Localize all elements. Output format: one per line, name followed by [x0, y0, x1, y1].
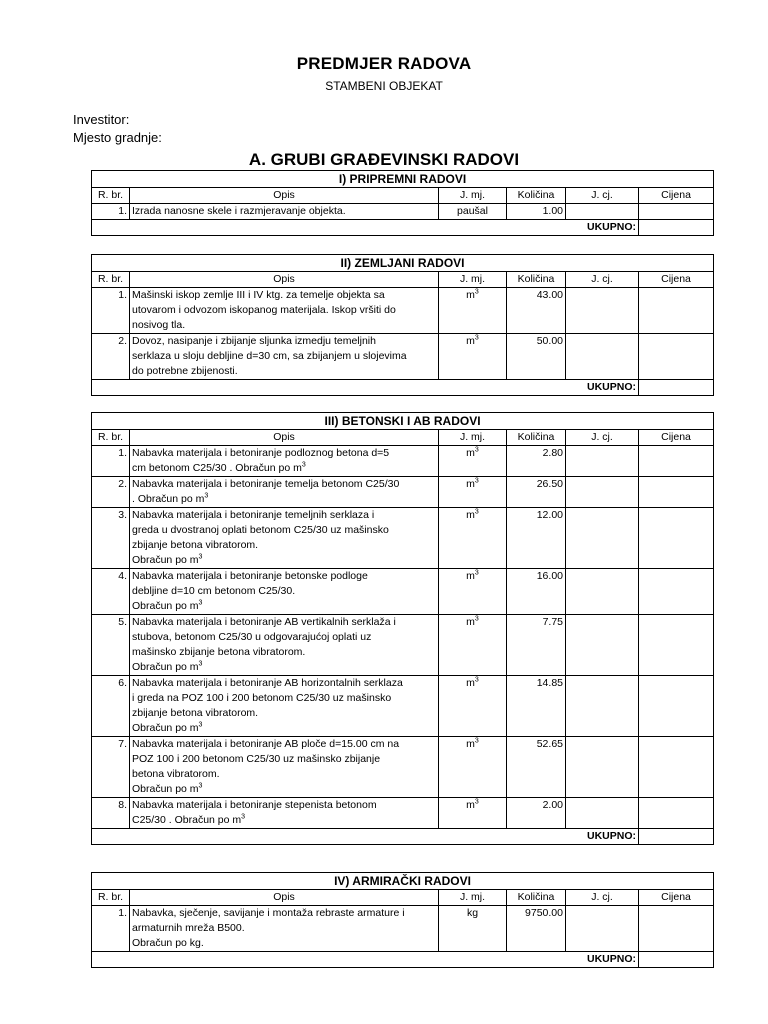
description-line: Obračun po $m^3$ — [132, 782, 203, 795]
description-line: zbijanje betona vibratorom. — [132, 707, 259, 719]
col-jmj-header: J. mj. — [439, 272, 507, 288]
page-title: PREDMJER RADOVA — [296, 54, 472, 73]
column-header-row — [92, 430, 714, 446]
table-row — [92, 569, 714, 615]
item-unit-price — [566, 798, 639, 829]
col-opis-header: Opis — [130, 188, 439, 204]
total-label: UKUPNO: — [92, 380, 639, 396]
col-cijena-header: Cijena — [639, 430, 714, 446]
col-jmj-header: J. mj. — [439, 188, 507, 204]
col-jcj-header: J. cj. — [566, 272, 639, 288]
col-rbr-header: R. br. — [92, 188, 130, 204]
description-line: stubova, betonom C25/30 u odgovarajućoj oplati uz — [132, 631, 372, 643]
total-value — [639, 380, 714, 396]
description-line: Mašinski iskop zemlje III i IV ktg. za temelje objekta sa — [132, 289, 385, 301]
col-kolicina-header: Količina — [507, 188, 566, 204]
description-line: serklaza u sloju debljine d=30 cm, sa zbijanjem u slojevima — [132, 350, 407, 362]
item-number: 2. — [92, 334, 130, 380]
description-line: Nabavka materijala i betoniranje AB vertikalnih serklaža i — [132, 616, 396, 628]
item-price — [639, 798, 714, 829]
description-line: POZ 100 i 200 betonom C25/30 uz mašinsko zbijanje — [132, 753, 381, 765]
item-quantity: 1.00 — [507, 204, 566, 220]
total-value — [639, 952, 714, 968]
item-price — [639, 615, 714, 676]
section-heading: A. GRUBI GRAĐEVINSKI RADOVI — [248, 150, 520, 169]
item-description — [130, 906, 439, 952]
item-description — [130, 477, 439, 508]
item-price — [639, 334, 714, 380]
col-cijena-header: Cijena — [639, 890, 714, 906]
item-description — [130, 204, 439, 220]
item-price — [639, 288, 714, 334]
col-cijena-header: Cijena — [639, 272, 714, 288]
col-jcj-header: J. cj. — [566, 890, 639, 906]
item-quantity: 52.65 — [507, 737, 566, 798]
description-line: Nabavka materijala i betoniranje temelja betonom C25/30 — [132, 478, 400, 490]
item-quantity: 43.00 — [507, 288, 566, 334]
description-line: Nabavka materijala i betoniranje AB ploče d=15.00 cm na — [132, 738, 400, 750]
table-row — [92, 477, 714, 508]
description-line: . Obračun po $m^3$ — [132, 492, 209, 505]
table-row — [92, 446, 714, 477]
column-header-row — [92, 272, 714, 288]
item-number: 4. — [92, 569, 130, 615]
description-line: debljine d=10 cm betonom C25/30. — [132, 585, 296, 597]
item-unit: $m^3$ — [439, 737, 507, 798]
description-line: do potrebne zbijenosti. — [132, 365, 238, 377]
description-line: greda u dvostranoj oplati betonom C25/30 uz mašinsko — [132, 524, 389, 536]
item-unit-price — [566, 615, 639, 676]
description-line: i greda na POZ 100 i 200 betonom C25/30 uz mašinsko — [132, 692, 392, 704]
col-rbr-header: R. br. — [92, 272, 130, 288]
item-unit: $m^3$ — [439, 508, 507, 569]
description-line: nosivog tla. — [132, 319, 186, 331]
item-quantity: 2.00 — [507, 798, 566, 829]
location-label: Mjesto gradnje: — [73, 130, 162, 145]
item-unit: paušal — [439, 204, 507, 220]
col-jmj-header: J. mj. — [439, 890, 507, 906]
group-title: III) BETONSKI I AB RADOVI — [92, 413, 714, 430]
boq-table-2 — [91, 254, 714, 396]
item-unit-price — [566, 288, 639, 334]
total-value — [639, 829, 714, 845]
item-unit: $m^3$ — [439, 676, 507, 737]
item-price — [639, 446, 714, 477]
description-line: Nabavka materijala i betoniranje betonske podloge — [132, 570, 368, 582]
item-quantity: 12.00 — [507, 508, 566, 569]
item-unit-price — [566, 569, 639, 615]
total-value — [639, 220, 714, 236]
group-title: II) ZEMLJANI RADOVI — [92, 255, 714, 272]
description-line: Obračun po $m^3$ — [132, 660, 203, 673]
item-quantity: 16.00 — [507, 569, 566, 615]
item-price — [639, 204, 714, 220]
item-unit-price — [566, 906, 639, 952]
total-label: UKUPNO: — [92, 829, 639, 845]
item-price — [639, 477, 714, 508]
item-unit-price — [566, 204, 639, 220]
description-line: Dovoz, nasipanje i zbijanje sljunka izmedju temeljnih — [132, 335, 376, 347]
description-line: Obračun po $m^3$ — [132, 599, 203, 612]
description-line: betona vibratorom. — [132, 768, 220, 780]
item-quantity: 9750.00 — [507, 906, 566, 952]
col-cijena-header: Cijena — [639, 188, 714, 204]
description-line: Nabavka materijala i betoniranje AB horizontalnih serklaza — [132, 677, 403, 689]
description-line: Obračun po kg. — [132, 937, 204, 949]
table-row — [92, 737, 714, 798]
description-line: cm betonom C25/30 . Obračun po $m^3$ — [132, 461, 306, 474]
item-unit-price — [566, 334, 639, 380]
item-description — [130, 676, 439, 737]
item-unit-price — [566, 508, 639, 569]
table-row — [92, 676, 714, 737]
col-opis-header: Opis — [130, 890, 439, 906]
col-rbr-header: R. br. — [92, 890, 130, 906]
item-unit: $m^3$ — [439, 288, 507, 334]
table-row — [92, 508, 714, 569]
boq-table-3 — [91, 412, 714, 845]
item-quantity: 2.80 — [507, 446, 566, 477]
item-number: 1. — [92, 446, 130, 477]
item-number: 2. — [92, 477, 130, 508]
description-line: utovarom i odvozom iskopanog materijala. Iskop vršiti do — [132, 304, 396, 316]
item-unit-price — [566, 446, 639, 477]
page-subtitle: STAMBENI OBJEKAT — [325, 79, 443, 93]
boq-table-4 — [91, 872, 714, 968]
item-description — [130, 569, 439, 615]
item-unit: $m^3$ — [439, 798, 507, 829]
col-jmj-header: J. mj. — [439, 430, 507, 446]
item-description — [130, 798, 439, 829]
item-price — [639, 508, 714, 569]
item-unit: $m^3$ — [439, 615, 507, 676]
description-line: Nabavka materijala i betoniranje temeljnih serklaza i — [132, 509, 375, 521]
item-unit-price — [566, 676, 639, 737]
total-row — [92, 380, 714, 396]
description-line: C25/30 . Obračun po $m^3$ — [132, 813, 246, 826]
item-number: 6. — [92, 676, 130, 737]
item-price — [639, 676, 714, 737]
table-row — [92, 334, 714, 380]
col-kolicina-header: Količina — [507, 430, 566, 446]
description-line: Obračun po $m^3$ — [132, 721, 203, 734]
col-opis-header: Opis — [130, 272, 439, 288]
table-row — [92, 204, 714, 220]
item-quantity: 50.00 — [507, 334, 566, 380]
description-line: Izrada nanosne skele i razmjeravanje objekta. — [132, 205, 346, 217]
total-row — [92, 829, 714, 845]
item-number: 8. — [92, 798, 130, 829]
item-price — [639, 737, 714, 798]
item-description — [130, 334, 439, 380]
description-line: armaturnih mreža B500. — [132, 922, 245, 934]
item-unit: $m^3$ — [439, 334, 507, 380]
description-line: zbijanje betona vibratorom. — [132, 539, 259, 551]
col-jcj-header: J. cj. — [566, 188, 639, 204]
group-title-row — [92, 873, 714, 890]
item-unit-price — [566, 477, 639, 508]
investor-label: Investitor: — [73, 112, 130, 127]
item-unit-price — [566, 737, 639, 798]
item-unit: $m^3$ — [439, 477, 507, 508]
col-kolicina-header: Količina — [507, 890, 566, 906]
description-line: Nabavka, sječenje, savijanje i montaža rebraste armature i — [132, 907, 405, 919]
item-price — [639, 906, 714, 952]
group-title-row — [92, 255, 714, 272]
group-title: I) PRIPREMNI RADOVI — [92, 171, 714, 188]
table-row — [92, 798, 714, 829]
item-number: 1. — [92, 288, 130, 334]
col-kolicina-header: Količina — [507, 272, 566, 288]
item-description — [130, 737, 439, 798]
description-line: mašinsko zbijanje betona vibratorom. — [132, 646, 306, 658]
item-description — [130, 446, 439, 477]
item-number: 1. — [92, 204, 130, 220]
item-description — [130, 615, 439, 676]
description-line: Nabavka materijala i betoniranje podloznog betona d=5 — [132, 447, 390, 459]
item-unit: kg — [439, 906, 507, 952]
item-unit: $m^3$ — [439, 446, 507, 477]
item-description — [130, 288, 439, 334]
item-unit: $m^3$ — [439, 569, 507, 615]
table-row — [92, 615, 714, 676]
table-row — [92, 288, 714, 334]
item-quantity: 7.75 — [507, 615, 566, 676]
boq-table-1 — [91, 170, 714, 236]
col-rbr-header: R. br. — [92, 430, 130, 446]
group-title: IV) ARMIRAČKI RADOVI — [92, 873, 714, 890]
item-number: 5. — [92, 615, 130, 676]
item-number: 1. — [92, 906, 130, 952]
total-row — [92, 952, 714, 968]
item-description — [130, 508, 439, 569]
item-number: 7. — [92, 737, 130, 798]
item-quantity: 14.85 — [507, 676, 566, 737]
description-line: Nabavka materijala i betoniranje stepenista betonom — [132, 799, 377, 811]
item-number: 3. — [92, 508, 130, 569]
total-label: UKUPNO: — [92, 220, 639, 236]
group-title-row — [92, 171, 714, 188]
total-row — [92, 220, 714, 236]
column-header-row — [92, 890, 714, 906]
description-line: Obračun po $m^3$ — [132, 553, 203, 566]
table-row — [92, 906, 714, 952]
total-label: UKUPNO: — [92, 952, 639, 968]
group-title-row — [92, 413, 714, 430]
item-quantity: 26.50 — [507, 477, 566, 508]
column-header-row — [92, 188, 714, 204]
item-price — [639, 569, 714, 615]
col-jcj-header: J. cj. — [566, 430, 639, 446]
col-opis-header: Opis — [130, 430, 439, 446]
